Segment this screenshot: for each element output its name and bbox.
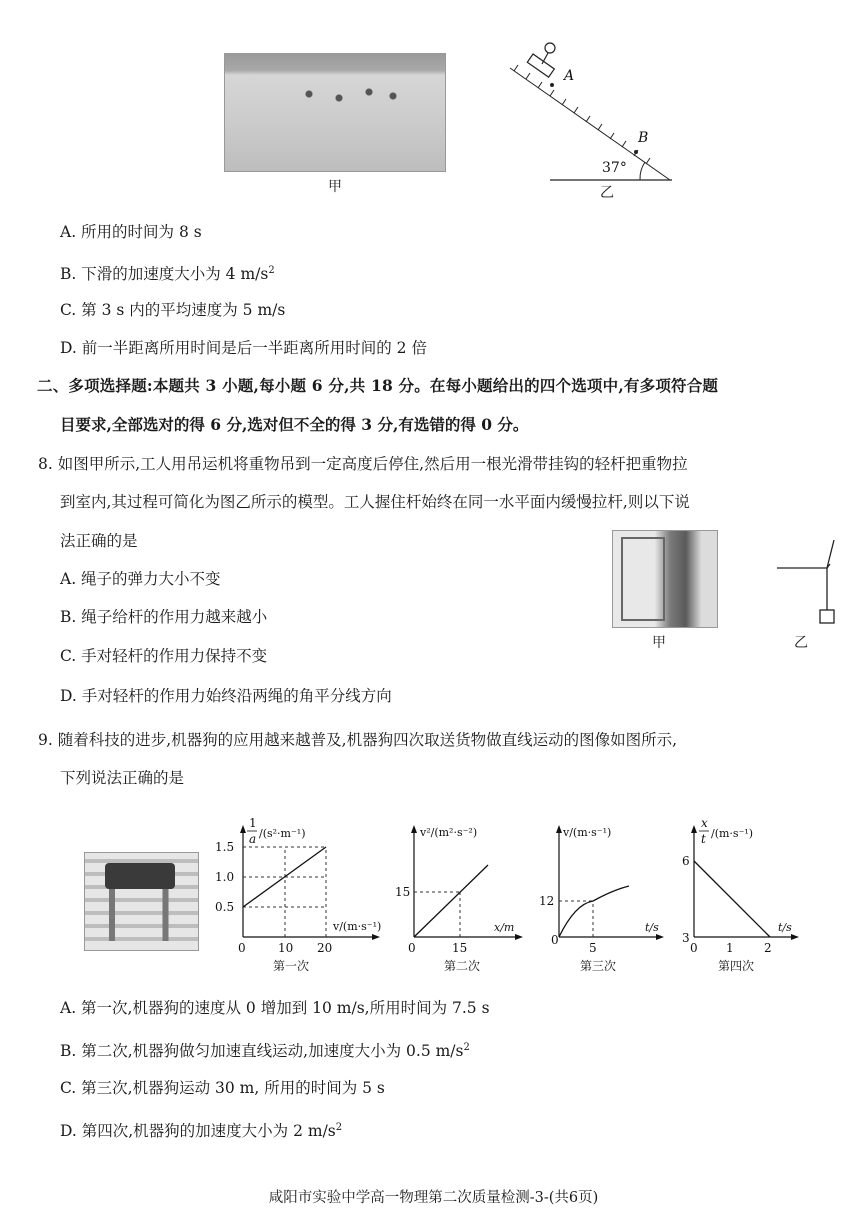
chart-4-xtick-1: 1 bbox=[726, 941, 734, 955]
chart-4-data-line bbox=[694, 861, 770, 937]
chart-1-ytick-05: 0.5 bbox=[215, 900, 235, 914]
worker-window-photo bbox=[612, 530, 718, 628]
robot-legs bbox=[103, 889, 179, 941]
angle-arc bbox=[640, 162, 645, 180]
chart-1-ylabel-num: 1 bbox=[249, 816, 257, 830]
q8-line1: 8. 如图甲所示,工人用吊运机将重物吊到一定高度后停住,然后用一根光滑带挂钩的轻杆把重物拉 bbox=[38, 455, 688, 473]
rope-model-diagram bbox=[772, 536, 838, 628]
chart-3-ytick-12: 12 bbox=[539, 894, 555, 908]
q7-option-c: C. 第 3 s 内的平均速度为 5 m/s bbox=[60, 301, 286, 319]
page-footer: 咸阳市实验中学高一物理第二次质量检测-3-(共6页) bbox=[268, 1190, 599, 1206]
q9-option-d: D. 第四次,机器狗的加速度大小为 2 $m/s^2$ bbox=[60, 1122, 343, 1141]
chart-4-ylabel-num: x bbox=[701, 816, 708, 830]
chart-3-xlabel: t/s bbox=[645, 921, 659, 934]
chart-2-xtick-15: 15 bbox=[452, 941, 468, 955]
chart-2-ytick-15: 15 bbox=[395, 885, 411, 899]
q8-fig-jia-label: 甲 bbox=[652, 635, 666, 651]
q8-option-b: B. 绳子给杆的作用力越来越小 bbox=[60, 608, 268, 626]
q7-option-a: A. 所用的时间为 8 s bbox=[60, 223, 202, 241]
section2-line2: 目要求,全部选对的得 6 分,选对但不全的得 3 分,有选错的得 0 分。 bbox=[60, 415, 529, 434]
chart-4-caption: 第四次 bbox=[718, 959, 755, 973]
chart-3-ylabel: v/(m·s⁻¹) bbox=[563, 826, 612, 839]
chart-3 bbox=[533, 812, 668, 977]
chart-1-ytick-15: 1.5 bbox=[215, 840, 235, 854]
q8-option-c: C. 手对轻杆的作用力保持不变 bbox=[60, 647, 268, 665]
point-a-label: A bbox=[564, 68, 575, 84]
chart-3-caption: 第三次 bbox=[580, 959, 617, 973]
robot-dog-photo bbox=[84, 852, 199, 951]
sled-person bbox=[527, 43, 555, 77]
point-b-label: B bbox=[638, 130, 649, 146]
chart-2-origin: 0 bbox=[408, 941, 416, 955]
chart-4-xlabel: t/s bbox=[778, 921, 792, 934]
chart-1-ylabel-unit: /(s²·m⁻¹) bbox=[259, 827, 306, 840]
chart-1-xlabel: v/(m·s⁻¹) bbox=[333, 920, 382, 933]
q9-line1: 9. 随着科技的进步,机器狗的应用越来越普及,机器狗四次取送货物做直线运动的图像如图所示, bbox=[38, 731, 677, 749]
q8-option-a: A. 绳子的弹力大小不变 bbox=[60, 570, 221, 588]
chart-1 bbox=[205, 812, 390, 977]
angle-label: 37° bbox=[602, 160, 627, 176]
chart-3-origin: 0 bbox=[551, 933, 559, 947]
people-dots bbox=[285, 84, 405, 104]
chart-3-data-curve bbox=[559, 886, 629, 937]
chart-3-xtick-5: 5 bbox=[589, 941, 597, 955]
q9-option-c: C. 第三次,机器狗运动 30 m, 所用的时间为 5 s bbox=[60, 1079, 385, 1097]
q7-option-b: B. 下滑的加速度大小为 4 $m/s^2$ bbox=[60, 265, 275, 284]
chart-2 bbox=[392, 812, 527, 977]
chart-4-ytick-6: 6 bbox=[682, 854, 690, 868]
chart-1-origin: 0 bbox=[238, 941, 246, 955]
chart-1-caption: 第一次 bbox=[273, 959, 310, 973]
top-fig-yi-label: 乙 bbox=[600, 185, 614, 201]
chart-4-origin: 0 bbox=[690, 941, 698, 955]
section2-line1: 二、多项选择题:本题共 3 小题,每小题 6 分,共 18 分。在每小题给出的四个选项中,有多项符合题 bbox=[37, 376, 719, 395]
chart-1-ylabel-den: a bbox=[249, 832, 257, 846]
chart-1-xtick-20: 20 bbox=[317, 941, 333, 955]
q7-option-d: D. 前一半距离所用时间是后一半距离所用时间的 2 倍 bbox=[60, 339, 427, 357]
chart-4-ylabel-den: t bbox=[701, 832, 706, 846]
chart-4-ytick-3: 3 bbox=[682, 931, 690, 945]
q9-option-b: B. 第二次,机器狗做匀加速直线运动,加速度大小为 0.5 $m/s^2$ bbox=[60, 1042, 470, 1061]
sand-slope-photo bbox=[224, 53, 446, 172]
window-frame bbox=[621, 537, 665, 621]
chart-4-xtick-2: 2 bbox=[764, 941, 772, 955]
top-fig-jia-label: 甲 bbox=[328, 179, 342, 195]
q8-line2: 到室内,其过程可简化为图乙所示的模型。工人握住杆始终在同一水平面内缓慢拉杆,则以下说 bbox=[60, 493, 690, 511]
chart-1-xtick-10: 10 bbox=[278, 941, 294, 955]
q8-fig-yi-label: 乙 bbox=[794, 635, 808, 651]
chart-2-caption: 第二次 bbox=[444, 959, 481, 973]
chart-1-ytick-10: 1.0 bbox=[215, 870, 235, 884]
q8-line3: 法正确的是 bbox=[60, 532, 138, 550]
q8-option-d: D. 手对轻杆的作用力始终沿两绳的角平分线方向 bbox=[60, 687, 392, 705]
point-a-dot bbox=[550, 83, 554, 87]
chart-2-xlabel: x/m bbox=[494, 921, 515, 934]
chart-4-ylabel-unit: /(m·s⁻¹) bbox=[711, 827, 754, 840]
chart-2-ylabel: v²/(m²·s⁻²) bbox=[420, 826, 478, 839]
slope-hatch bbox=[510, 65, 670, 180]
slope-diagram bbox=[500, 40, 680, 200]
chart-4 bbox=[672, 812, 802, 977]
robot-body bbox=[105, 863, 175, 889]
q9-line2: 下列说法正确的是 bbox=[60, 769, 185, 787]
point-b-dot bbox=[634, 150, 638, 154]
chart-2-data-line bbox=[414, 865, 488, 937]
q9-option-a: A. 第一次,机器狗的速度从 0 增加到 10 m/s,所用时间为 7.5 s bbox=[60, 999, 490, 1017]
